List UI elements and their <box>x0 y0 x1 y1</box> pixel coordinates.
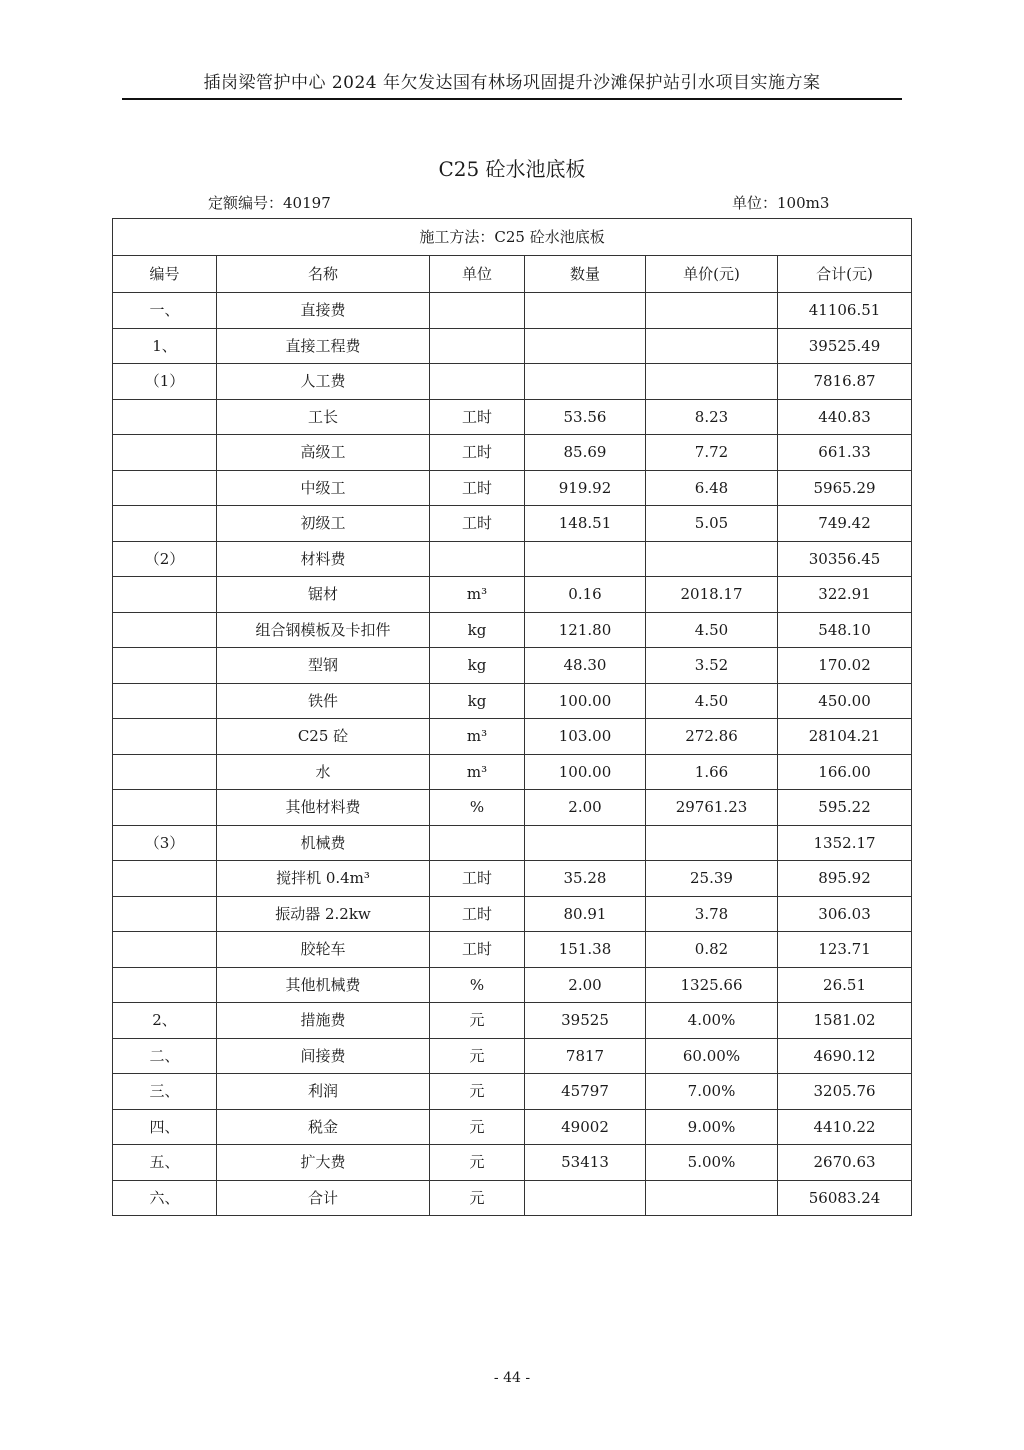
item-unit-price: 1.66 <box>646 754 778 790</box>
table-row <box>113 932 912 968</box>
item-total: 2670.63 <box>778 1145 912 1181</box>
row-number <box>113 719 217 755</box>
table-row <box>113 1003 912 1039</box>
item-quantity: 2.00 <box>525 967 646 1003</box>
item-total: 548.10 <box>778 612 912 648</box>
page-number: - 44 - <box>493 1370 531 1386</box>
item-unit: 元 <box>430 1145 525 1181</box>
row-number <box>113 612 217 648</box>
item-unit: 工时 <box>430 506 525 542</box>
item-unit: m³ <box>430 719 525 755</box>
item-total: 39525.49 <box>778 328 912 364</box>
item-total: 1352.17 <box>778 825 912 861</box>
row-number <box>113 861 217 897</box>
item-unit: kg <box>430 683 525 719</box>
method-row <box>113 219 912 256</box>
item-name: 材料费 <box>217 541 430 577</box>
item-unit: 元 <box>430 1109 525 1145</box>
column-header-name: 名称 <box>217 256 430 293</box>
item-quantity: 121.80 <box>525 612 646 648</box>
item-name: C25 砼 <box>217 719 430 755</box>
item-unit-price: 5.00% <box>646 1145 778 1181</box>
item-unit: 工时 <box>430 896 525 932</box>
item-quantity: 53.56 <box>525 399 646 435</box>
item-name: 水 <box>217 754 430 790</box>
item-total: 440.83 <box>778 399 912 435</box>
item-quantity <box>525 541 646 577</box>
item-unit: 元 <box>430 1003 525 1039</box>
item-total: 3205.76 <box>778 1074 912 1110</box>
item-total: 123.71 <box>778 932 912 968</box>
item-total: 166.00 <box>778 754 912 790</box>
item-unit: 工时 <box>430 932 525 968</box>
item-quantity: 0.16 <box>525 577 646 613</box>
item-quantity: 53413 <box>525 1145 646 1181</box>
item-unit: 元 <box>430 1180 525 1216</box>
item-quantity: 49002 <box>525 1109 646 1145</box>
table-row <box>113 896 912 932</box>
item-quantity <box>525 328 646 364</box>
item-quantity: 35.28 <box>525 861 646 897</box>
item-total: 661.33 <box>778 435 912 471</box>
item-quantity: 80.91 <box>525 896 646 932</box>
item-quantity: 2.00 <box>525 790 646 826</box>
item-unit-price <box>646 364 778 400</box>
table-row <box>113 1074 912 1110</box>
item-unit-price: 0.82 <box>646 932 778 968</box>
unit-label: 单位： <box>732 194 778 212</box>
item-total: 450.00 <box>778 683 912 719</box>
item-unit: 工时 <box>430 861 525 897</box>
item-quantity: 151.38 <box>525 932 646 968</box>
item-quantity: 148.51 <box>525 506 646 542</box>
item-unit: 元 <box>430 1074 525 1110</box>
item-total: 4690.12 <box>778 1038 912 1074</box>
row-number <box>113 896 217 932</box>
item-quantity <box>525 364 646 400</box>
row-number: 三、 <box>113 1074 217 1110</box>
item-unit-price: 4.50 <box>646 683 778 719</box>
item-name: 胶轮车 <box>217 932 430 968</box>
row-number <box>113 648 217 684</box>
row-number <box>113 754 217 790</box>
column-header-quantity: 数量 <box>525 256 646 293</box>
document-header-title: 插岗梁管护中心 2024 年欠发达国有林场巩固提升沙滩保护站引水项目实施方案 <box>203 73 821 93</box>
item-name: 锯材 <box>217 577 430 613</box>
table-row <box>113 293 912 329</box>
item-unit-price: 4.50 <box>646 612 778 648</box>
item-name: 合计 <box>217 1180 430 1216</box>
row-number <box>113 435 217 471</box>
item-name: 其他材料费 <box>217 790 430 826</box>
row-number: （2） <box>113 541 217 577</box>
item-total: 1581.02 <box>778 1003 912 1039</box>
table-row <box>113 683 912 719</box>
item-quantity: 103.00 <box>525 719 646 755</box>
table-row <box>113 648 912 684</box>
item-total: 26.51 <box>778 967 912 1003</box>
item-unit-price: 29761.23 <box>646 790 778 826</box>
table-row <box>113 1109 912 1145</box>
item-unit: 工时 <box>430 435 525 471</box>
item-unit-price: 25.39 <box>646 861 778 897</box>
item-quantity: 919.92 <box>525 470 646 506</box>
item-unit-price <box>646 1180 778 1216</box>
item-unit: % <box>430 967 525 1003</box>
header-divider <box>122 98 902 100</box>
item-name: 扩大费 <box>217 1145 430 1181</box>
item-name: 其他机械费 <box>217 967 430 1003</box>
item-total: 4410.22 <box>778 1109 912 1145</box>
table-row <box>113 328 912 364</box>
item-name: 型钢 <box>217 648 430 684</box>
item-total: 28104.21 <box>778 719 912 755</box>
column-header-unit-price: 单价(元) <box>646 256 778 293</box>
item-unit: kg <box>430 612 525 648</box>
table-row <box>113 435 912 471</box>
item-unit-price <box>646 328 778 364</box>
row-number <box>113 399 217 435</box>
quota-value: 40197 <box>283 194 331 212</box>
table-title: C25 砼水池底板 <box>438 157 586 181</box>
item-total: 895.92 <box>778 861 912 897</box>
item-name: 税金 <box>217 1109 430 1145</box>
table-row <box>113 967 912 1003</box>
row-number: （1） <box>113 364 217 400</box>
row-number <box>113 683 217 719</box>
table-row <box>113 754 912 790</box>
item-unit: % <box>430 790 525 826</box>
item-total: 7816.87 <box>778 364 912 400</box>
item-quantity: 100.00 <box>525 683 646 719</box>
item-name: 工长 <box>217 399 430 435</box>
item-total: 595.22 <box>778 790 912 826</box>
item-unit <box>430 328 525 364</box>
item-unit-price <box>646 825 778 861</box>
row-number: （3） <box>113 825 217 861</box>
item-quantity: 85.69 <box>525 435 646 471</box>
item-quantity: 39525 <box>525 1003 646 1039</box>
table-row <box>113 861 912 897</box>
quota-label: 定额编号： <box>208 194 284 212</box>
item-name: 间接费 <box>217 1038 430 1074</box>
item-name: 搅拌机 0.4m³ <box>217 861 430 897</box>
row-number <box>113 577 217 613</box>
item-unit: kg <box>430 648 525 684</box>
item-quantity: 7817 <box>525 1038 646 1074</box>
row-number <box>113 506 217 542</box>
row-number: 二、 <box>113 1038 217 1074</box>
item-unit <box>430 825 525 861</box>
row-number: 2、 <box>113 1003 217 1039</box>
item-unit: m³ <box>430 754 525 790</box>
item-unit-price: 8.23 <box>646 399 778 435</box>
item-name: 中级工 <box>217 470 430 506</box>
item-unit-price: 3.78 <box>646 896 778 932</box>
table-row <box>113 1038 912 1074</box>
item-unit: 元 <box>430 1038 525 1074</box>
table-row <box>113 577 912 613</box>
column-header-no: 编号 <box>113 256 217 293</box>
column-header-total: 合计(元) <box>778 256 912 293</box>
item-quantity: 100.00 <box>525 754 646 790</box>
item-name: 高级工 <box>217 435 430 471</box>
item-unit: 工时 <box>430 470 525 506</box>
item-total: 56083.24 <box>778 1180 912 1216</box>
construction-method: 施工方法：C25 砼水池底板 <box>113 219 912 256</box>
item-name: 直接工程费 <box>217 328 430 364</box>
table-row <box>113 506 912 542</box>
item-quantity <box>525 825 646 861</box>
quota-number <box>208 192 331 213</box>
item-name: 铁件 <box>217 683 430 719</box>
item-total: 41106.51 <box>778 293 912 329</box>
item-quantity <box>525 1180 646 1216</box>
item-unit-price: 60.00% <box>646 1038 778 1074</box>
item-name: 初级工 <box>217 506 430 542</box>
item-unit: 工时 <box>430 399 525 435</box>
table-row <box>113 399 912 435</box>
row-number <box>113 932 217 968</box>
item-unit: m³ <box>430 577 525 613</box>
item-unit <box>430 541 525 577</box>
item-unit <box>430 364 525 400</box>
item-total: 306.03 <box>778 896 912 932</box>
row-number: 六、 <box>113 1180 217 1216</box>
item-unit <box>430 293 525 329</box>
item-unit-price: 7.72 <box>646 435 778 471</box>
item-unit-price: 1325.66 <box>646 967 778 1003</box>
item-name: 振动器 2.2kw <box>217 896 430 932</box>
item-unit-price: 5.05 <box>646 506 778 542</box>
item-unit-price: 4.00% <box>646 1003 778 1039</box>
row-number <box>113 470 217 506</box>
table-row <box>113 790 912 826</box>
item-quantity <box>525 293 646 329</box>
item-name: 措施费 <box>217 1003 430 1039</box>
item-total: 170.02 <box>778 648 912 684</box>
item-total: 30356.45 <box>778 541 912 577</box>
item-unit-price: 9.00% <box>646 1109 778 1145</box>
table-row <box>113 364 912 400</box>
item-unit-price: 2018.17 <box>646 577 778 613</box>
row-number <box>113 967 217 1003</box>
item-name: 利润 <box>217 1074 430 1110</box>
table-row <box>113 470 912 506</box>
row-number <box>113 790 217 826</box>
table-row <box>113 825 912 861</box>
item-unit-price: 272.86 <box>646 719 778 755</box>
item-total: 749.42 <box>778 506 912 542</box>
item-quantity: 45797 <box>525 1074 646 1110</box>
item-unit-price <box>646 541 778 577</box>
table-header-row <box>113 256 912 293</box>
table-row <box>113 612 912 648</box>
row-number: 五、 <box>113 1145 217 1181</box>
row-number: 1、 <box>113 328 217 364</box>
column-header-unit: 单位 <box>430 256 525 293</box>
item-name: 人工费 <box>217 364 430 400</box>
item-name: 组合钢模板及卡扣件 <box>217 612 430 648</box>
item-unit-price: 3.52 <box>646 648 778 684</box>
table-row <box>113 719 912 755</box>
row-number: 四、 <box>113 1109 217 1145</box>
item-name: 直接费 <box>217 293 430 329</box>
item-quantity: 48.30 <box>525 648 646 684</box>
unit-value: 100m3 <box>777 194 830 212</box>
table-row <box>113 1145 912 1181</box>
row-number: 一、 <box>113 293 217 329</box>
item-total: 5965.29 <box>778 470 912 506</box>
cost-table <box>112 218 912 1216</box>
item-unit-price: 7.00% <box>646 1074 778 1110</box>
item-name: 机械费 <box>217 825 430 861</box>
item-unit-price <box>646 293 778 329</box>
unit-info <box>732 192 829 213</box>
table-row <box>113 1180 912 1216</box>
item-unit-price: 6.48 <box>646 470 778 506</box>
item-total: 322.91 <box>778 577 912 613</box>
table-row <box>113 541 912 577</box>
